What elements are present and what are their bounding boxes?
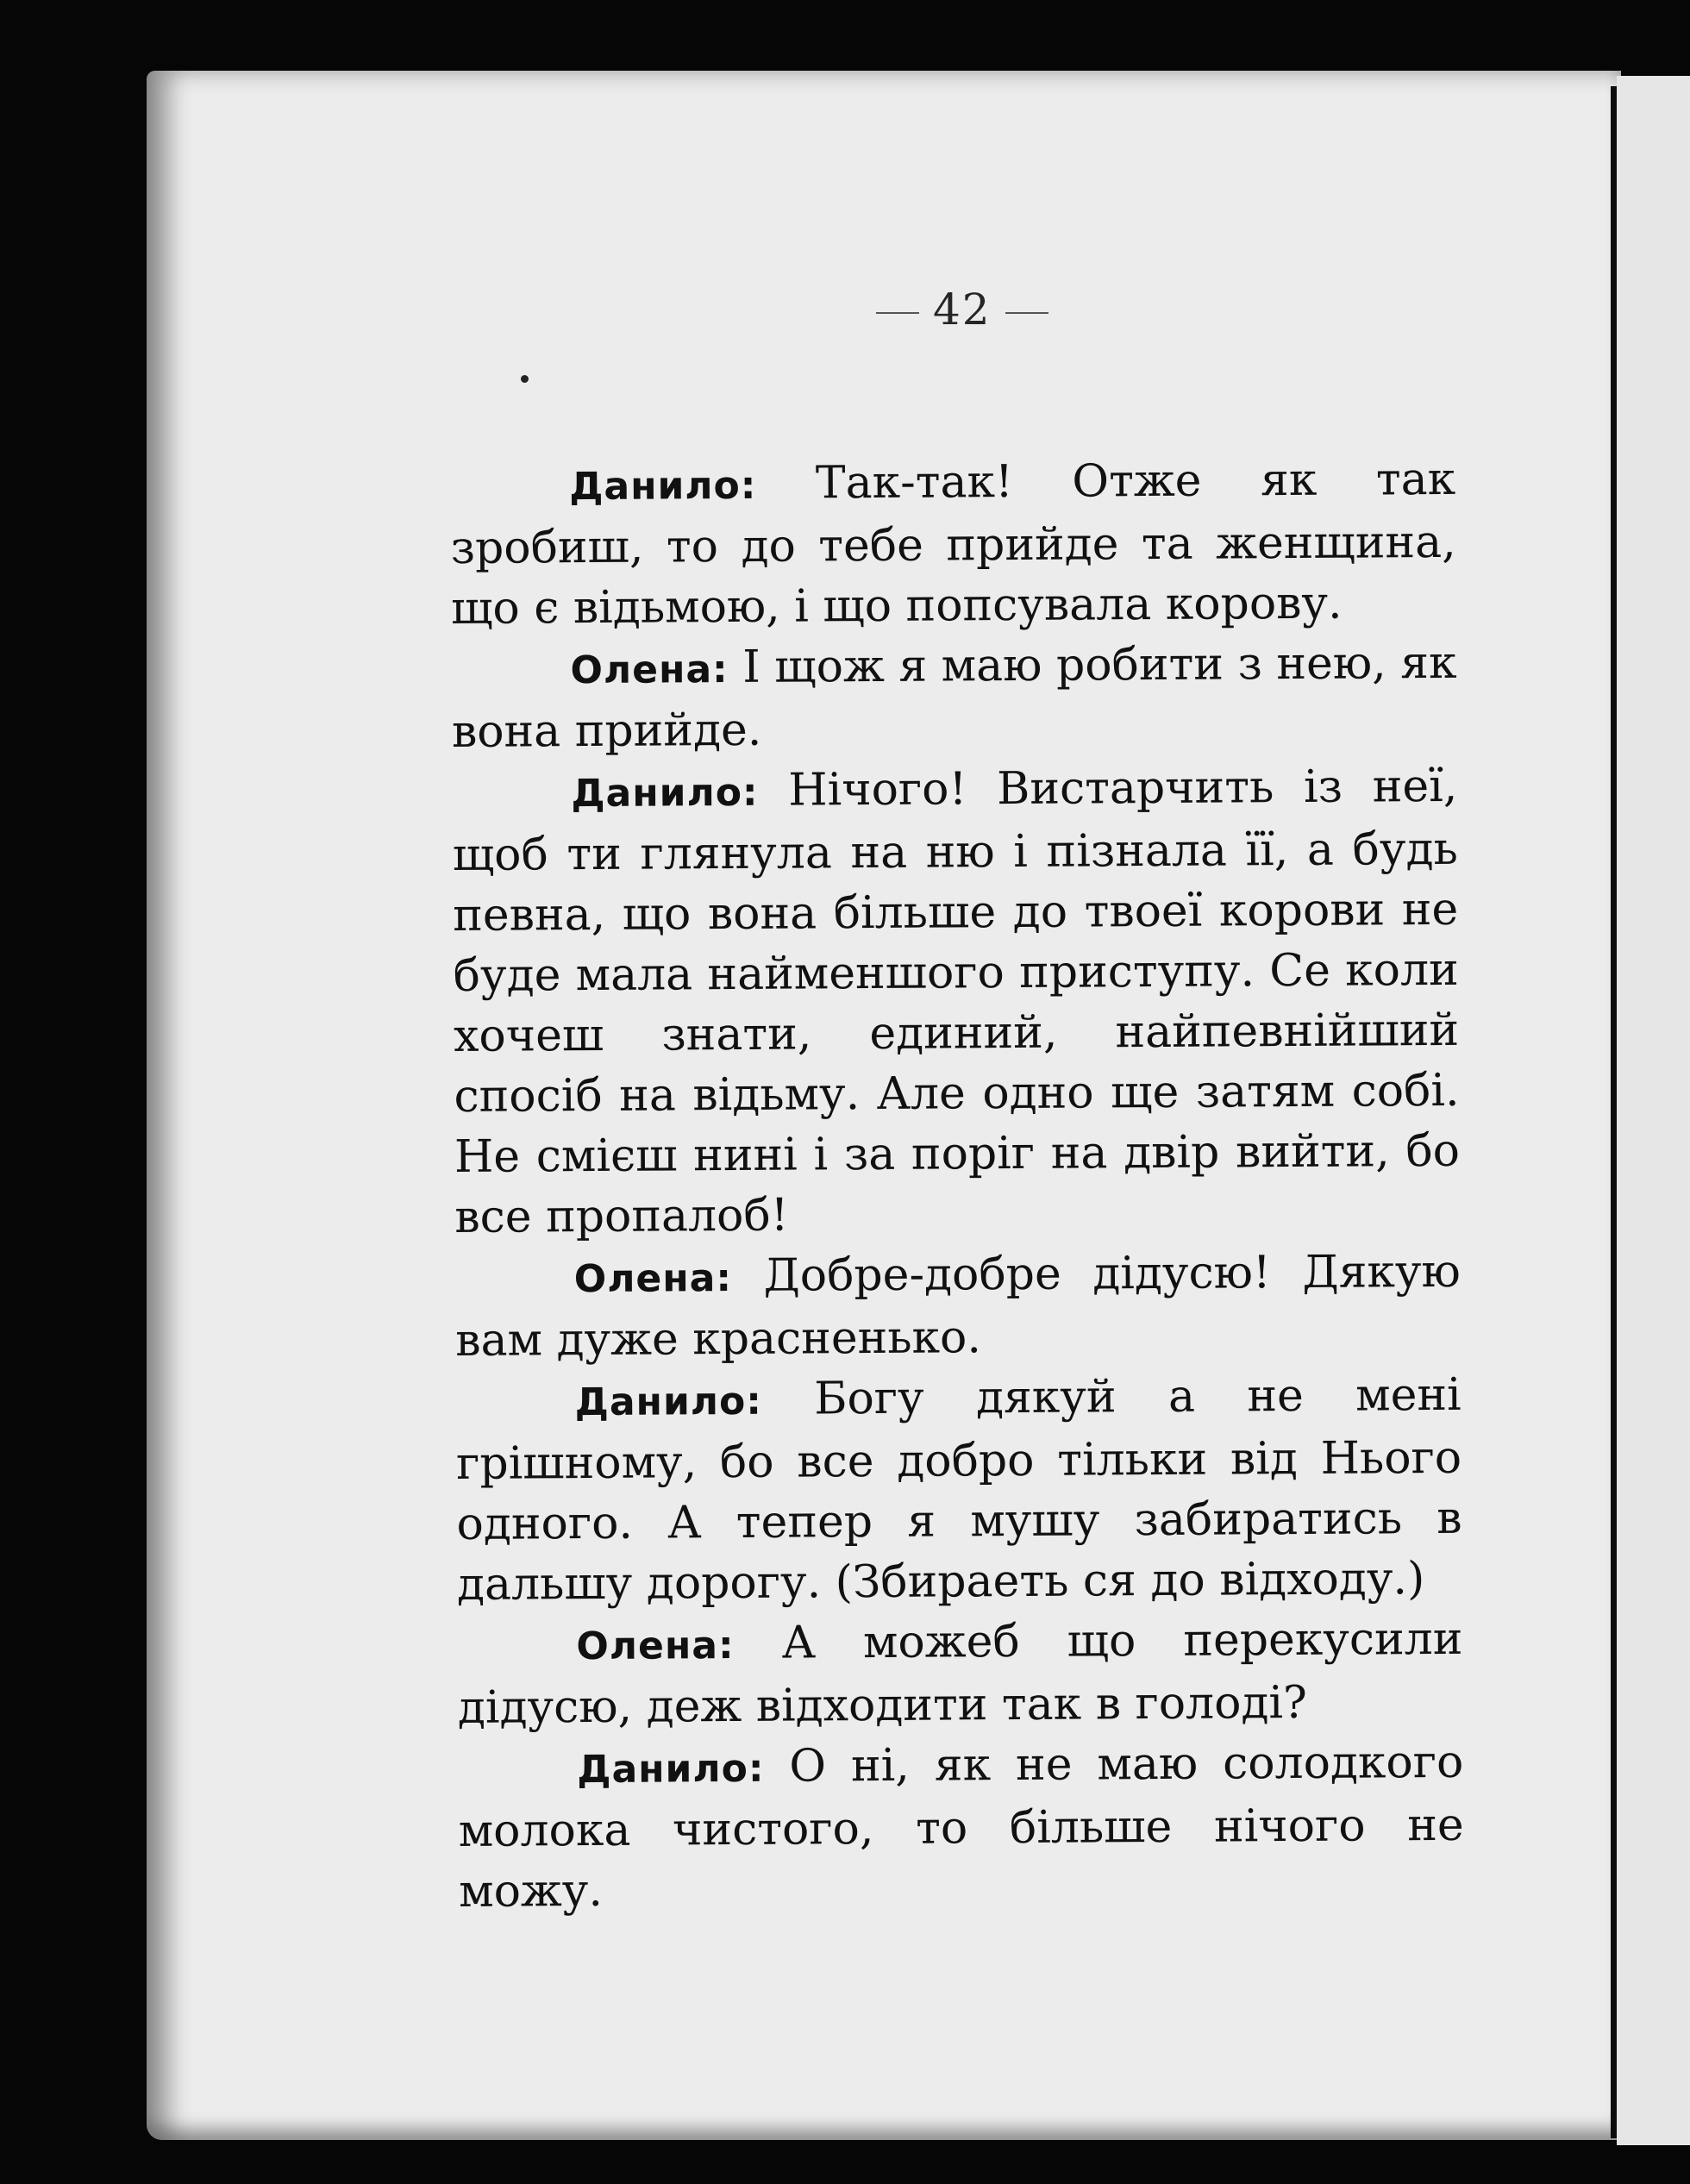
dialogue-line	[452, 756, 1460, 1248]
line-text: Богу дякуй а не мені грішному, бо все добро тільки від Нього одного. А тепер я мушу забиратись в дальшу дорогу. (Збираеть ся до відходу.)	[455, 1368, 1462, 1611]
speaker-name: Олена:	[573, 1256, 733, 1302]
dialogue-line	[455, 1365, 1462, 1615]
line-text: Добре-добре дідусю! Дякую вам дуже красненько.	[455, 1245, 1461, 1367]
ink-speck	[521, 375, 529, 383]
line-text: І щож я маю робити з нею, як вона прийде.	[451, 636, 1457, 758]
page-number-dash-left	[876, 312, 919, 314]
dialogue-line	[457, 1609, 1463, 1738]
page-number-dash-right	[1005, 312, 1048, 314]
speaker-name: Олена:	[570, 648, 729, 693]
line-text: А можеб що перекусили дідусю, деж відходити так в голоді?	[457, 1612, 1463, 1734]
speaker-name: Данило:	[577, 1746, 765, 1793]
dialogue-line	[455, 1242, 1462, 1371]
dialogue-line	[451, 633, 1457, 762]
page-number-value: 42	[933, 285, 992, 335]
facing-page-edge	[1617, 76, 1690, 2145]
speaker-name: Олена:	[576, 1624, 735, 1669]
dialogue-line	[450, 449, 1456, 639]
page-gutter-edge	[1611, 86, 1617, 2138]
speaker-name: Данило:	[569, 463, 757, 510]
page-number	[862, 285, 1062, 335]
line-text: Нічого! Вистарчить із неї, щоб ти глянула на ню і пізнала її, а будь певна, що вона більше до твоеї корови не буде мала найменшого приступу. Се коли хочеш знати, единий, найпевнійший спосіб на відьму. Але одно ще затям собі. Не смієш нині і за поріг на двір вийти, бо все пропалоб!	[452, 760, 1461, 1243]
dialogue-line	[458, 1732, 1464, 1922]
line-text: Так-так! Отже як так зробиш, то до тебе прийде та женщина, що є відьмою, і що попсувала корову.	[450, 453, 1456, 635]
speaker-name: Данило:	[571, 770, 759, 817]
dialogue-text	[450, 449, 1464, 1922]
line-text: О ні, як не маю солодкого молока чистого, то більше нічого не можу.	[458, 1736, 1464, 1918]
speaker-name: Данило:	[574, 1379, 763, 1425]
